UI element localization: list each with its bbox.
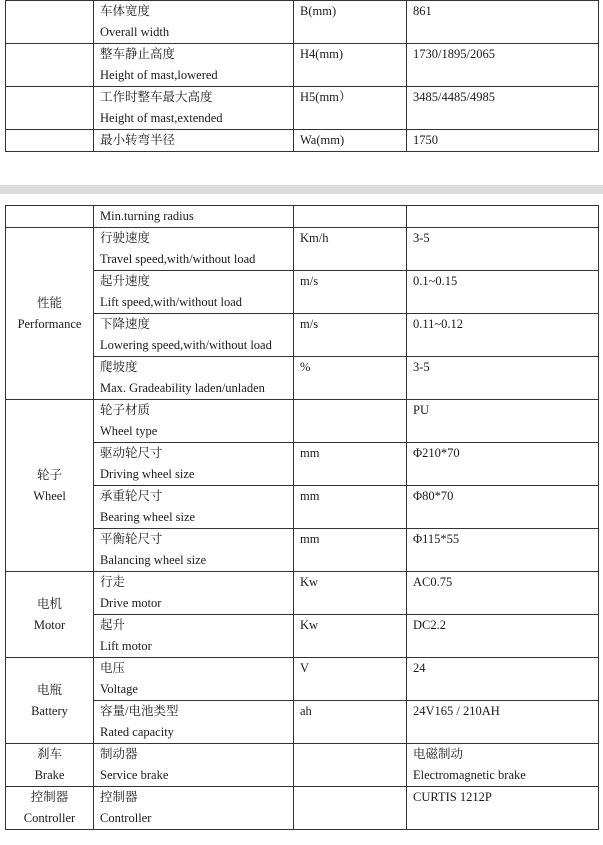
table-row <box>6 400 599 443</box>
table-row <box>6 206 599 228</box>
item-cell <box>94 206 294 228</box>
unit: V <box>300 661 310 675</box>
unit: Wa(mm) <box>300 133 345 147</box>
unit-cell <box>294 400 407 443</box>
unit: B(mm) <box>300 4 337 18</box>
value: 861 <box>413 4 432 18</box>
empty-category-cell <box>6 44 94 87</box>
unit-cell <box>294 443 407 486</box>
unit: m/s <box>300 317 319 331</box>
unit-cell <box>294 486 407 529</box>
table-row <box>6 228 599 271</box>
spec-table-top <box>5 0 599 152</box>
value-cell <box>407 486 599 529</box>
empty-category-cell <box>6 87 94 130</box>
table-row <box>6 87 599 130</box>
value-cell <box>407 443 599 486</box>
item-cell <box>94 44 294 87</box>
unit-cell <box>294 206 407 228</box>
value: 电磁制动 <box>413 747 464 761</box>
item-name-en: Rated capacity <box>100 725 174 739</box>
unit-cell <box>294 529 407 572</box>
value: DC2.2 <box>413 618 446 632</box>
unit: mm <box>300 446 320 460</box>
item-cell <box>94 744 294 787</box>
item-name-zh: 工作时整车最大高度 <box>100 90 213 104</box>
category-cell <box>6 572 94 658</box>
item-name-en: Lift motor <box>100 639 152 653</box>
item-name-zh: 驱动轮尺寸 <box>100 446 163 460</box>
value: 24V165 / 210AH <box>413 704 500 718</box>
unit-cell <box>294 130 407 152</box>
category-name-en: Wheel <box>33 488 66 503</box>
category-name-zh: 性能 <box>36 295 62 310</box>
value-cell <box>407 615 599 658</box>
value: PU <box>413 403 429 417</box>
value-cell <box>407 1 599 44</box>
item-name-zh: 承重轮尺寸 <box>100 489 163 503</box>
unit-cell <box>294 314 407 357</box>
value: Φ210*70 <box>413 446 460 460</box>
unit-cell <box>294 787 407 830</box>
item-cell <box>94 87 294 130</box>
item-name-en: Wheel type <box>100 424 158 438</box>
unit: H5(mm） <box>300 90 352 104</box>
table-row <box>6 357 599 400</box>
value: 0.1~0.15 <box>413 274 458 288</box>
item-name-en: Height of mast,extended <box>100 111 223 125</box>
item-name-en: Driving wheel size <box>100 467 195 481</box>
item-cell <box>94 701 294 744</box>
item-name-en: Travel speed,with/without load <box>100 252 256 266</box>
table-row <box>6 443 599 486</box>
unit-cell <box>294 572 407 615</box>
item-cell <box>94 1 294 44</box>
unit: H4(mm) <box>300 47 344 61</box>
value-cell <box>407 44 599 87</box>
unit: mm <box>300 489 320 503</box>
category-name-en: Motor <box>33 617 66 632</box>
value: Φ80*70 <box>413 489 454 503</box>
value-cell <box>407 701 599 744</box>
unit: m/s <box>300 274 319 288</box>
table-row <box>6 1 599 44</box>
item-name-en: Lift speed,with/without load <box>100 295 242 309</box>
category-name-zh: 电机 <box>36 596 62 611</box>
value: 3485/4485/4985 <box>413 90 495 104</box>
value-cell <box>407 130 599 152</box>
value-cell <box>407 658 599 701</box>
unit-cell <box>294 87 407 130</box>
item-name-en: Voltage <box>100 682 138 696</box>
empty-category-cell <box>6 1 94 44</box>
item-name-en: Controller <box>100 811 152 825</box>
value-cell <box>407 271 599 314</box>
unit-cell <box>294 271 407 314</box>
item-cell <box>94 400 294 443</box>
item-name-zh: 容量/电池类型 <box>100 704 179 718</box>
value: AC0.75 <box>413 575 453 589</box>
empty-category-cell <box>6 130 94 152</box>
category-name-en: Controller <box>23 811 76 825</box>
table-row <box>6 529 599 572</box>
unit: Kw <box>300 575 319 589</box>
item-name-en: Service brake <box>100 768 169 782</box>
item-cell <box>94 357 294 400</box>
item-name-en: Drive motor <box>100 596 162 610</box>
value: CURTIS 1212P <box>413 790 492 804</box>
value-cell <box>407 206 599 228</box>
value: 24 <box>413 661 426 675</box>
value-cell <box>407 87 599 130</box>
item-cell <box>94 271 294 314</box>
item-name-zh: 平衡轮尺寸 <box>100 532 163 546</box>
item-name-zh: 起升速度 <box>100 274 151 288</box>
category-cell <box>6 787 94 830</box>
unit: Kw <box>300 618 319 632</box>
item-name-zh: 行驶速度 <box>100 231 151 245</box>
unit-cell <box>294 658 407 701</box>
value-cell <box>407 787 599 830</box>
item-name-zh: 最小转弯半径 <box>100 133 176 147</box>
item-cell <box>94 615 294 658</box>
item-name-zh: 轮子材质 <box>100 403 151 417</box>
unit-cell <box>294 357 407 400</box>
unit-cell <box>294 44 407 87</box>
category-name-zh: 刹车 <box>36 747 62 761</box>
unit: % <box>300 360 311 374</box>
item-name-en: Lowering speed,with/without load <box>100 338 272 352</box>
table-row <box>6 701 599 744</box>
value-cell <box>407 529 599 572</box>
item-name-en: Max. Gradeability laden/unladen <box>100 381 265 395</box>
value-cell <box>407 357 599 400</box>
item-cell <box>94 529 294 572</box>
table-row <box>6 314 599 357</box>
item-cell <box>94 130 294 152</box>
item-cell <box>94 443 294 486</box>
value: 0.11~0.12 <box>413 317 464 331</box>
table-row <box>6 572 599 615</box>
category-cell <box>6 744 94 787</box>
category-name-zh: 电瓶 <box>36 682 62 697</box>
unit-cell <box>294 228 407 271</box>
item-cell <box>94 486 294 529</box>
unit-cell <box>294 1 407 44</box>
table-row <box>6 486 599 529</box>
category-name-en: Performance <box>17 316 82 331</box>
item-cell <box>94 787 294 830</box>
item-name-zh: 起升 <box>100 618 126 632</box>
value: 3-5 <box>413 360 430 374</box>
table-row <box>6 130 599 152</box>
item-cell <box>94 572 294 615</box>
table-row <box>6 787 599 830</box>
unit-cell <box>294 701 407 744</box>
item-name-en: Overall width <box>100 25 170 39</box>
item-cell <box>94 314 294 357</box>
item-name-en: Bearing wheel size <box>100 510 196 524</box>
unit: ah <box>300 704 312 718</box>
value: Φ115*55 <box>413 532 460 546</box>
unit-cell <box>294 615 407 658</box>
unit: mm <box>300 532 320 546</box>
table-row <box>6 658 599 701</box>
category-cell <box>6 400 94 572</box>
item-name-zh: 下降速度 <box>100 317 151 331</box>
value-cell <box>407 400 599 443</box>
item-name-zh: 爬坡度 <box>100 360 138 374</box>
spec-table-bottom <box>5 205 599 830</box>
value: 1750 <box>413 133 438 147</box>
item-name-zh: 制动器 <box>100 747 138 761</box>
value-cell <box>407 744 599 787</box>
value-cell <box>407 314 599 357</box>
category-name-en: Brake <box>34 768 65 782</box>
value-en: Electromagnetic brake <box>413 768 526 782</box>
table-row <box>6 615 599 658</box>
item-name-en: Height of mast,lowered <box>100 68 218 82</box>
page-separator <box>0 185 603 194</box>
category-cell <box>6 658 94 744</box>
table-row <box>6 744 599 787</box>
item-name-zh: 电压 <box>100 661 126 675</box>
value-cell <box>407 572 599 615</box>
unit: Km/h <box>300 231 329 245</box>
value: 1730/1895/2065 <box>413 47 495 61</box>
item-name-zh: 行走 <box>100 575 126 589</box>
item-name-zh: 控制器 <box>100 790 138 804</box>
item-cell <box>94 658 294 701</box>
item-name-en: Balancing wheel size <box>100 553 207 567</box>
value: 3-5 <box>413 231 430 245</box>
table-row <box>6 271 599 314</box>
item-name-zh: 车体宽度 <box>100 4 151 18</box>
item-name-zh: 整车静止高度 <box>100 47 176 61</box>
empty-category-cell <box>6 206 94 228</box>
item-name-en: Min.turning radius <box>100 209 194 223</box>
value-cell <box>407 228 599 271</box>
table-row <box>6 44 599 87</box>
item-cell <box>94 228 294 271</box>
category-name-en: Battery <box>31 703 68 718</box>
category-cell <box>6 228 94 400</box>
category-name-zh: 轮子 <box>36 467 62 482</box>
category-name-zh: 控制器 <box>30 790 69 804</box>
unit-cell <box>294 744 407 787</box>
